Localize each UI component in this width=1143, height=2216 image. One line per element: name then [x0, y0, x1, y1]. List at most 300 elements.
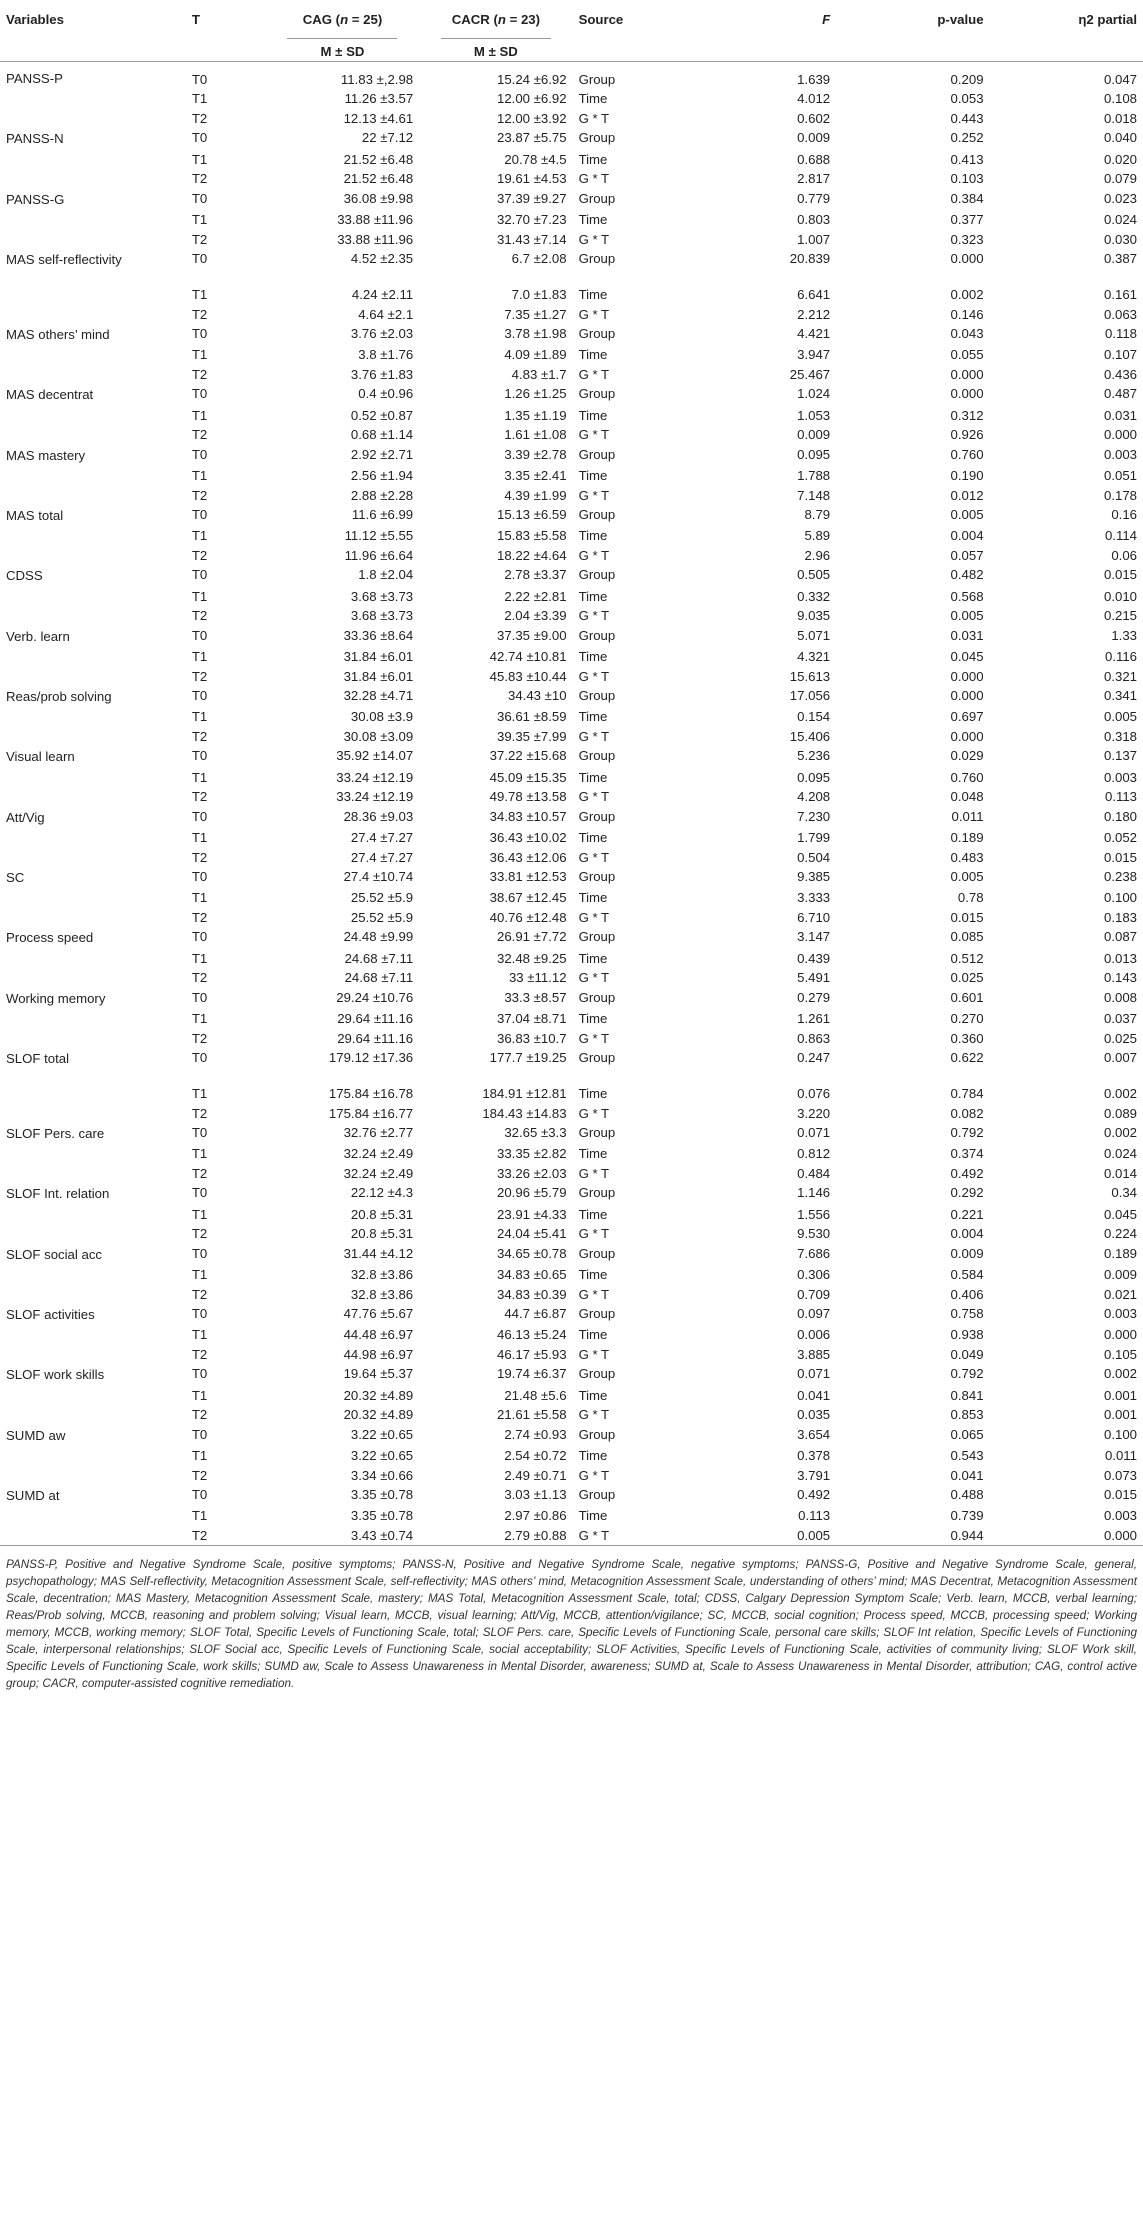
- table-row: [0, 1009, 1143, 1028]
- cell-cacr: 34.65 ±0.78: [496, 1245, 567, 1261]
- cell-eta-partial: 0.318: [1103, 728, 1137, 744]
- subhead-empty: [0, 36, 186, 62]
- cell-source: Time: [578, 1387, 608, 1403]
- cell-cacr: 33.3 ±8.57: [504, 989, 567, 1005]
- cell-t: T2: [191, 1286, 208, 1302]
- cell-cag: 3.35 ±0.78: [350, 1487, 414, 1503]
- cell-cacr: 1.61 ±1.08: [504, 427, 567, 443]
- cell-cag: 32.8 ±3.86: [350, 1267, 414, 1283]
- cell-source: Time: [578, 91, 608, 107]
- cell-f: 0.332: [797, 588, 831, 604]
- cell-t: T1: [191, 950, 208, 966]
- variable-name: SUMD aw: [6, 1427, 66, 1443]
- cell-eta-partial: 0.487: [1103, 386, 1137, 402]
- cell-eta-partial: 0.037: [1103, 1011, 1137, 1027]
- cell-eta-partial: 0.087: [1103, 929, 1137, 945]
- cell-f: 1.556: [797, 1206, 831, 1222]
- cell-p-value: 0.209: [950, 72, 984, 87]
- col-variables: Variables: [6, 12, 64, 27]
- table-row: [0, 365, 1143, 384]
- cell-p-value: 0.031: [950, 627, 984, 643]
- cell-f: 0.035: [797, 1407, 831, 1423]
- col-cag-eq: = 25): [348, 12, 383, 27]
- cell-p-value: 0.103: [950, 171, 984, 187]
- cell-f: 0.113: [798, 1508, 831, 1524]
- cell-cag: 47.76 ±5.67: [343, 1306, 414, 1322]
- cell-t: T0: [191, 1124, 208, 1140]
- cell-source: G * T: [578, 366, 610, 382]
- cell-t: T0: [191, 1426, 208, 1442]
- cell-cag: 32.76 ±2.77: [343, 1124, 414, 1140]
- cell-source: G * T: [578, 1286, 610, 1302]
- cell-eta-partial: 0.021: [1103, 1286, 1137, 1302]
- table-row: [0, 848, 1143, 867]
- cell-cag: 3.76 ±2.03: [350, 325, 414, 341]
- cell-eta-partial: 0.073: [1103, 1467, 1137, 1483]
- cell-p-value: 0.055: [950, 347, 984, 363]
- variable-empty: [0, 848, 186, 867]
- cell-cacr: 32.48 ±9.25: [496, 950, 567, 966]
- cell-t: T1: [191, 91, 208, 107]
- col-eta-partial: η2 partial: [1078, 12, 1137, 27]
- header-subrow: [0, 36, 1143, 62]
- cell-t: T2: [191, 1346, 208, 1362]
- cell-source: G * T: [578, 728, 610, 744]
- cell-t: T1: [191, 830, 208, 846]
- col-p-value: p-value: [937, 12, 984, 27]
- variable-empty: [0, 787, 186, 806]
- subhead-cacr: [419, 36, 572, 62]
- cell-f: 9.035: [797, 608, 831, 624]
- cell-source: Group: [578, 506, 616, 522]
- cell-source: Time: [578, 407, 608, 423]
- cell-cacr: 18.22 ±4.64: [496, 547, 567, 563]
- cell-source: G * T: [578, 306, 610, 322]
- cell-source: Group: [578, 1366, 616, 1382]
- cell-eta-partial: 0.009: [1103, 1267, 1137, 1283]
- cell-cag: 0.4 ±0.96: [358, 386, 414, 402]
- table-row: [0, 787, 1143, 806]
- cell-f: 15.406: [789, 728, 831, 744]
- cell-eta-partial: 0.189: [1103, 1245, 1137, 1261]
- cell-p-value: 0.584: [950, 1267, 984, 1283]
- cell-cag: 25.52 ±5.9: [350, 909, 414, 925]
- variable-empty: [0, 1265, 186, 1284]
- cell-p-value: 0.312: [950, 407, 984, 423]
- cell-t: T0: [191, 688, 208, 704]
- cell-cag: 20.32 ±4.89: [343, 1407, 414, 1423]
- cell-source: Group: [578, 386, 616, 402]
- cell-p-value: 0.000: [950, 366, 984, 382]
- cell-source: G * T: [578, 1346, 610, 1362]
- cell-eta-partial: 0.001: [1103, 1407, 1137, 1423]
- cell-source: G * T: [578, 1105, 610, 1121]
- table-row: [0, 406, 1143, 425]
- variable-empty: [0, 647, 186, 666]
- table-row: [0, 908, 1143, 927]
- cell-eta-partial: 0.34: [1111, 1185, 1137, 1201]
- cell-t: T1: [191, 468, 208, 484]
- cell-cag: 1.8 ±2.04: [358, 567, 414, 583]
- cell-cag: 22 ±7.12: [361, 130, 414, 146]
- cell-eta-partial: 0.020: [1103, 151, 1137, 167]
- table-row: [0, 686, 1143, 707]
- variable-empty: [0, 1325, 186, 1344]
- cell-cag: 2.92 ±2.71: [350, 446, 414, 462]
- cell-t: T0: [191, 190, 208, 206]
- cell-eta-partial: 0.000: [1103, 427, 1137, 443]
- cell-eta-partial: 0.051: [1103, 468, 1137, 484]
- cell-cag: 4.52 ±2.35: [350, 251, 414, 267]
- cell-cacr: 34.83 ±0.39: [496, 1286, 567, 1302]
- cell-p-value: 0.406: [950, 1286, 984, 1302]
- table-row: [0, 1446, 1143, 1465]
- cell-t: T0: [191, 567, 208, 583]
- variable-name: SLOF Int. relation: [6, 1186, 110, 1202]
- cell-f: 2.817: [797, 171, 831, 187]
- cell-p-value: 0.926: [950, 427, 984, 443]
- cell-source: G * T: [578, 909, 610, 925]
- cell-eta-partial: 1.33: [1111, 627, 1137, 643]
- cell-cag: 0.68 ±1.14: [350, 427, 414, 443]
- cell-eta-partial: 0.052: [1103, 830, 1137, 846]
- cell-source: Group: [578, 130, 616, 146]
- cell-cag: 4.24 ±2.11: [351, 287, 414, 303]
- cell-f: 20.839: [789, 251, 831, 267]
- cell-cag: 27.4 ±10.74: [343, 869, 414, 885]
- cell-source: Group: [578, 1185, 616, 1201]
- cell-source: Time: [578, 287, 608, 303]
- col-cacr-eq: = 23): [505, 12, 541, 27]
- cell-t: T1: [191, 1448, 208, 1464]
- cell-cacr: 36.61 ±8.59: [496, 709, 567, 725]
- cell-p-value: 0.483: [950, 849, 984, 865]
- cell-source: G * T: [578, 1407, 610, 1423]
- cell-cacr: 2.49 ±0.71: [504, 1467, 567, 1483]
- cell-p-value: 0.292: [950, 1185, 984, 1201]
- cell-eta-partial: 0.014: [1103, 1165, 1137, 1181]
- cell-source: Group: [578, 325, 616, 341]
- table-body: [0, 62, 1143, 1546]
- cell-cacr: 2.04 ±3.39: [504, 608, 567, 624]
- cell-cag: 2.88 ±2.28: [350, 487, 414, 503]
- cell-t: T0: [191, 72, 208, 87]
- cell-eta-partial: 0.015: [1103, 1487, 1137, 1503]
- cell-source: G * T: [578, 1226, 610, 1242]
- table-row: [0, 828, 1143, 847]
- table-row: [0, 1123, 1143, 1144]
- cell-cag: 30.08 ±3.09: [343, 728, 414, 744]
- cell-t: T1: [191, 151, 208, 167]
- cell-source: G * T: [578, 427, 610, 443]
- table-row: [0, 1144, 1143, 1163]
- cell-t: T0: [191, 1050, 208, 1066]
- cell-p-value: 0.758: [950, 1306, 984, 1322]
- cell-f: 3.885: [797, 1346, 831, 1362]
- cell-cacr: 37.39 ±9.27: [496, 190, 567, 206]
- cell-cacr: 19.74 ±6.37: [496, 1366, 567, 1382]
- cell-cag: 175.84 ±16.77: [328, 1105, 414, 1121]
- table-row: [0, 546, 1143, 565]
- cell-cacr: 44.7 ±6.87: [504, 1306, 567, 1322]
- cell-cacr: 33 ±11.12: [508, 970, 567, 986]
- cell-cag: 35.92 ±14.07: [336, 748, 414, 764]
- cell-cacr: 32.65 ±3.3: [504, 1124, 567, 1140]
- cell-f: 0.378: [797, 1448, 831, 1464]
- cell-cag: 24.48 ±9.99: [343, 929, 414, 945]
- cell-source: G * T: [578, 487, 610, 503]
- cell-t: T0: [191, 1306, 208, 1322]
- cell-cag: 3.8 ±1.76: [358, 347, 414, 363]
- variable-name: SLOF total: [6, 1051, 70, 1067]
- cell-cacr: 7.0 ±1.83: [511, 287, 567, 303]
- cell-cacr: 2.97 ±0.86: [504, 1508, 567, 1524]
- variable-name: SLOF social acc: [6, 1246, 103, 1262]
- table-row: [0, 305, 1143, 324]
- cell-source: G * T: [578, 849, 610, 865]
- cell-p-value: 0.760: [950, 769, 984, 785]
- cell-f: 9.385: [797, 869, 831, 885]
- cell-t: T0: [191, 130, 208, 146]
- cell-source: G * T: [578, 171, 610, 187]
- cell-eta-partial: 0.100: [1103, 1426, 1137, 1442]
- variable-name: Verb. learn: [6, 628, 70, 644]
- cell-eta-partial: 0.387: [1103, 251, 1137, 267]
- cell-t: T1: [191, 1387, 208, 1403]
- cell-eta-partial: 0.031: [1103, 407, 1137, 423]
- cell-source: Group: [578, 1306, 616, 1322]
- cell-p-value: 0.443: [950, 110, 984, 126]
- cell-cag: 4.64 ±2.1: [358, 306, 414, 322]
- variable-empty: [0, 606, 186, 625]
- variable-empty: [0, 968, 186, 987]
- subhead-empty: [186, 36, 266, 62]
- cell-f: 0.863: [797, 1030, 831, 1046]
- variable-empty: [0, 1506, 186, 1525]
- cell-f: 3.947: [797, 347, 831, 363]
- cell-source: Time: [578, 151, 608, 167]
- cell-cacr: 42.74 ±10.81: [489, 649, 567, 665]
- cell-f: 8.79: [804, 506, 831, 522]
- cell-p-value: 0.601: [950, 989, 984, 1005]
- cell-t: T2: [191, 171, 208, 187]
- variable-empty: [0, 1205, 186, 1224]
- cell-t: T0: [191, 989, 208, 1005]
- table-row: [0, 1205, 1143, 1224]
- cell-eta-partial: 0.100: [1103, 890, 1137, 906]
- cell-p-value: 0.065: [950, 1426, 984, 1442]
- cell-cacr: 7.35 ±1.27: [504, 306, 567, 322]
- cell-p-value: 0.029: [950, 748, 984, 764]
- cell-cag: 22.12 ±4.3: [350, 1185, 414, 1201]
- cell-f: 2.212: [797, 306, 831, 322]
- cell-f: 0.306: [797, 1267, 831, 1283]
- cell-f: 4.208: [797, 789, 831, 805]
- table-row: [0, 526, 1143, 545]
- table-row: [0, 466, 1143, 485]
- cell-cacr: 46.13 ±5.24: [496, 1327, 567, 1343]
- table-header: [0, 0, 1143, 62]
- variable-empty: [0, 1104, 186, 1123]
- cell-source: Time: [578, 1146, 608, 1162]
- cell-f: 0.041: [797, 1387, 831, 1403]
- cell-p-value: 0.512: [950, 950, 984, 966]
- cell-eta-partial: 0.06: [1111, 547, 1137, 563]
- cell-cacr: 2.22 ±2.81: [504, 588, 567, 604]
- cell-cacr: 45.83 ±10.44: [489, 668, 567, 684]
- variable-empty: [0, 768, 186, 787]
- cell-source: Time: [578, 212, 608, 228]
- cell-t: T2: [191, 1105, 208, 1121]
- cell-source: Time: [578, 649, 608, 665]
- cell-p-value: 0.045: [950, 649, 984, 665]
- cell-cacr: 184.91 ±12.81: [482, 1086, 567, 1102]
- cell-t: T0: [191, 1487, 208, 1503]
- cell-eta-partial: 0.025: [1103, 1030, 1137, 1046]
- variable-name: SLOF activities: [6, 1307, 95, 1323]
- cell-cacr: 20.78 ±4.5: [504, 151, 567, 167]
- cell-p-value: 0.384: [950, 190, 984, 206]
- cell-t: T1: [191, 1086, 208, 1102]
- cell-cag: 33.24 ±12.19: [336, 769, 414, 785]
- table-row: [0, 587, 1143, 606]
- cell-cag: 11.26 ±3.57: [344, 91, 414, 107]
- cell-cag: 27.4 ±7.27: [350, 830, 414, 846]
- cell-t: T2: [191, 970, 208, 986]
- cell-f: 0.602: [797, 110, 831, 126]
- cell-source: G * T: [578, 547, 610, 563]
- cell-eta-partial: 0.003: [1103, 769, 1137, 785]
- cell-eta-partial: 0.003: [1103, 1508, 1137, 1524]
- cell-cacr: 40.76 ±12.48: [489, 909, 567, 925]
- cell-t: T1: [191, 890, 208, 906]
- cell-t: T2: [191, 608, 208, 624]
- cell-f: 0.492: [797, 1487, 831, 1503]
- cell-cacr: 23.87 ±5.75: [496, 130, 567, 146]
- table-row: [0, 345, 1143, 364]
- cell-cag: 20.8 ±5.31: [350, 1226, 414, 1242]
- cell-t: T2: [191, 487, 208, 503]
- cell-source: Time: [578, 1508, 608, 1524]
- cell-source: Group: [578, 1050, 616, 1066]
- col-cacr-label: CACR (: [451, 12, 498, 27]
- variable-name: Visual learn: [6, 749, 75, 765]
- cell-eta-partial: 0.079: [1103, 171, 1137, 187]
- cell-eta-partial: 0.321: [1103, 668, 1137, 684]
- variable-empty: [0, 150, 186, 169]
- cell-eta-partial: 0.183: [1103, 909, 1137, 925]
- table-row: [0, 1506, 1143, 1525]
- cell-eta-partial: 0.113: [1104, 789, 1137, 805]
- cell-eta-partial: 0.024: [1103, 1146, 1137, 1162]
- variable-empty: [0, 587, 186, 606]
- table-row: [0, 707, 1143, 726]
- cell-source: G * T: [578, 110, 610, 126]
- cell-p-value: 0.697: [950, 709, 984, 725]
- cell-t: T2: [191, 306, 208, 322]
- cell-p-value: 0.012: [950, 487, 984, 503]
- cell-t: T1: [191, 287, 208, 303]
- col-cag-n: n: [340, 12, 349, 27]
- cell-cacr: 24.04 ±5.41: [496, 1226, 567, 1242]
- cell-f: 0.504: [797, 849, 831, 865]
- cell-source: Group: [578, 929, 616, 945]
- cell-cacr: 36.43 ±10.02: [489, 830, 567, 846]
- cell-p-value: 0.049: [950, 1346, 984, 1362]
- variable-empty: [0, 1009, 186, 1028]
- cell-cacr: 4.83 ±1.7: [511, 366, 567, 382]
- cell-source: Time: [578, 1206, 608, 1222]
- cell-t: T2: [191, 366, 208, 382]
- cell-cacr: 12.00 ±3.92: [496, 110, 567, 126]
- table-row: [0, 210, 1143, 229]
- cell-eta-partial: 0.013: [1103, 950, 1137, 966]
- cell-f: 3.220: [797, 1105, 831, 1121]
- cell-f: 4.421: [797, 325, 831, 341]
- table-row: [0, 667, 1143, 686]
- cell-t: T1: [191, 709, 208, 725]
- subhead-empty: [836, 36, 989, 62]
- col-f: F: [822, 12, 831, 27]
- variable-name: MAS decentrat: [6, 387, 94, 403]
- cell-cacr: 33.35 ±2.82: [496, 1146, 567, 1162]
- cell-eta-partial: 0.000: [1103, 1327, 1137, 1343]
- cell-cacr: 21.61 ±5.58: [496, 1407, 567, 1423]
- cell-t: T0: [191, 251, 208, 267]
- cell-f: 7.148: [797, 487, 831, 503]
- table-row: [0, 1364, 1143, 1385]
- subhead-empty: [990, 36, 1143, 62]
- subhead-cag: [266, 36, 419, 62]
- cell-cacr: 33.26 ±2.03: [496, 1165, 567, 1181]
- cell-p-value: 0.492: [950, 1165, 984, 1181]
- cell-f: 0.803: [797, 212, 831, 228]
- cell-p-value: 0.944: [950, 1527, 984, 1543]
- cell-cag: 2.56 ±1.94: [350, 468, 414, 484]
- col-cacr: [419, 0, 572, 36]
- cell-p-value: 0.005: [950, 608, 984, 624]
- cell-p-value: 0.784: [950, 1086, 984, 1102]
- cell-p-value: 0.004: [950, 1226, 984, 1242]
- cell-t: T2: [191, 1467, 208, 1483]
- cell-p-value: 0.78: [957, 890, 984, 906]
- cell-p-value: 0.488: [950, 1487, 984, 1503]
- cell-p-value: 0.622: [950, 1050, 984, 1066]
- cell-p-value: 0.221: [950, 1206, 984, 1222]
- cell-cag: 31.44 ±4.12: [343, 1245, 414, 1261]
- cell-eta-partial: 0.015: [1103, 849, 1137, 865]
- cell-t: T0: [191, 627, 208, 643]
- cell-f: 0.484: [797, 1165, 831, 1181]
- cell-t: T1: [191, 1206, 208, 1222]
- cell-f: 0.076: [797, 1086, 831, 1102]
- variable-empty: [0, 1144, 186, 1163]
- cell-f: 0.812: [797, 1146, 831, 1162]
- table-row: [0, 807, 1143, 828]
- cell-eta-partial: 0.063: [1103, 306, 1137, 322]
- variable-name: SUMD at: [6, 1488, 60, 1504]
- cell-cag: 20.32 ±4.89: [343, 1387, 414, 1403]
- cell-p-value: 0.000: [950, 728, 984, 744]
- cell-cag: 3.76 ±1.83: [350, 366, 414, 382]
- cell-eta-partial: 0.001: [1103, 1387, 1137, 1403]
- cell-cacr: 184.43 ±14.83: [482, 1105, 567, 1121]
- cell-p-value: 0.085: [950, 929, 984, 945]
- variable-name: Reas/prob solving: [6, 689, 112, 705]
- cell-cag: 32.8 ±3.86: [350, 1286, 414, 1302]
- cell-p-value: 0.374: [950, 1146, 984, 1162]
- variable-empty: [0, 466, 186, 485]
